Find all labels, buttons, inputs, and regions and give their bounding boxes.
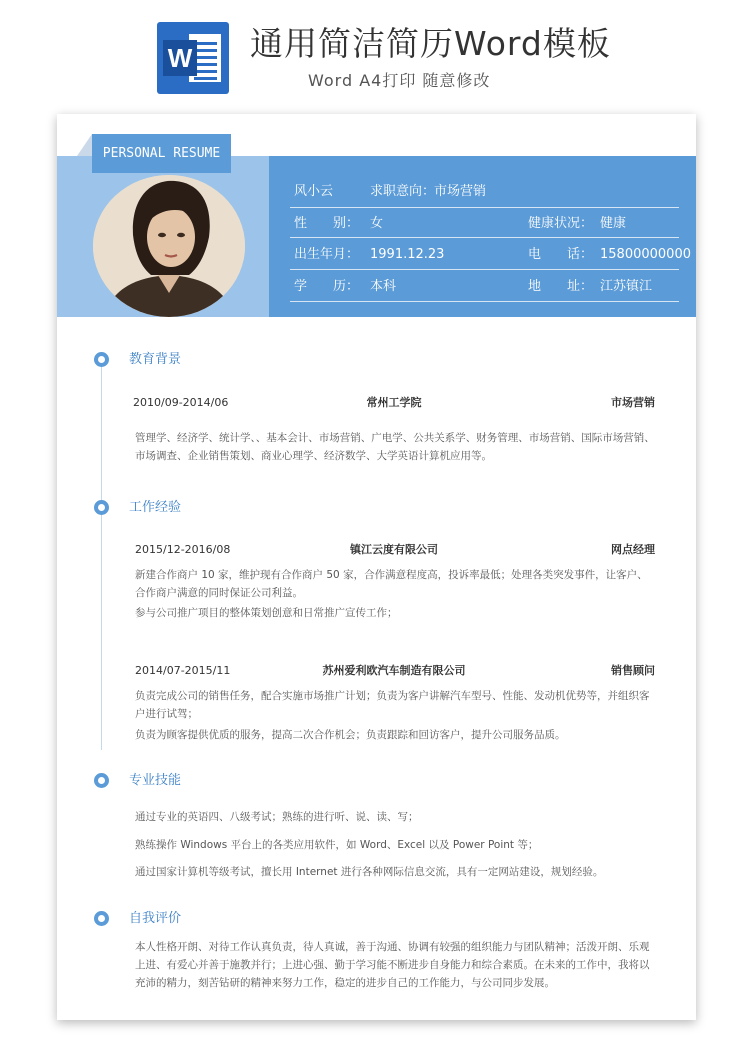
address-value: 江苏镇江	[600, 279, 653, 294]
job-description: 参与公司推广项目的整体策划创意和日常推广宣传工作；	[135, 607, 398, 619]
resume-page	[57, 114, 696, 1020]
skill-item: 通过国家计算机等级考试，擅长用 Internet 进行各种网际信息交流，具有一定网站建设，规划经验。	[135, 866, 604, 878]
job-description: 新建合作商户 10 家，维护现有合作商户 50 家，合作满意程度高，投诉率最低；处理各类突发事件，让客户、合作商户满意的同时保证公司利益。	[135, 569, 648, 599]
address-label: 地 址：	[528, 279, 594, 294]
info-row-education	[290, 271, 679, 302]
education-label: 学 历：	[294, 279, 360, 294]
template-subtitle: Word A4打印 随意修改	[308, 71, 491, 90]
objective-label: 求职意向：	[370, 184, 436, 199]
skill-item: 通过专业的英语四、八级考试；熟练的进行听、说、读、写；	[135, 811, 419, 823]
avatar-photo	[93, 175, 245, 317]
education-period: 2010/09-2014/06	[133, 396, 229, 409]
birth-label: 出生年月：	[294, 247, 360, 262]
education-school: 常州工学院	[366, 396, 422, 409]
info-row-gender	[290, 207, 679, 238]
job-position: 网点经理	[611, 543, 655, 556]
work-bullet-icon	[94, 500, 109, 515]
skills-section-title: 专业技能	[129, 773, 182, 788]
tag-fold	[77, 134, 92, 156]
word-logo-icon	[157, 22, 229, 94]
self-eval-text: 本人性格开朗、对待工作认真负责，待人真诚，善于沟通、协调有较强的组织能力与团队精神；活泼开朗、乐观上进、有爱心并善于施教并行；上进心强、勤于学习能不断进步自身能力和综合素质。在未来的工作中，我将以充沛的精力，刻苦钻研的精神来努力工作，稳定的进步自己的工作能力，与公司同步发展。	[135, 941, 650, 989]
job-description: 负责为顾客提供优质的服务，提高二次合作机会；负责跟踪和回访客户，提升公司服务品质。	[135, 729, 566, 741]
portrait-illustration	[93, 175, 245, 317]
word-logo-letter: W	[163, 40, 197, 76]
gender-label: 性 别：	[294, 216, 360, 231]
info-row-birth	[290, 239, 691, 270]
phone-value: 15800000000	[600, 247, 691, 262]
template-title: 通用简洁简历Word模板	[250, 24, 611, 63]
education-value: 本科	[370, 279, 397, 294]
job-period: 2014/07-2015/11	[135, 664, 231, 677]
objective-value: 市场营销	[434, 184, 487, 199]
job-entry	[133, 661, 655, 681]
education-bullet-icon	[94, 352, 109, 367]
self-eval-section-title: 自我评价	[129, 911, 182, 926]
birth-value: 1991.12.23	[370, 247, 445, 262]
health-label: 健康状况：	[528, 216, 594, 231]
skills-bullet-icon	[94, 773, 109, 788]
education-major: 市场营销	[611, 396, 655, 409]
self-eval-bullet-icon	[94, 911, 109, 926]
job-period: 2015/12-2016/08	[135, 543, 231, 556]
job-position: 销售顾问	[611, 664, 655, 677]
job-company: 苏州爱利欧汽车制造有限公司	[322, 664, 466, 677]
job-company: 镇江云度有限公司	[350, 543, 438, 556]
skill-item: 熟练操作 Windows 平台上的各类应用软件，如 Word、Excel 以及 Power Point 等；	[135, 839, 539, 851]
job-description: 负责完成公司的销售任务，配合实施市场推广计划；负责为客户讲解汽车型号、性能、发动机优势等，并组织客户进行试驾；	[135, 690, 650, 720]
gender-value: 女	[370, 216, 384, 231]
work-section-title: 工作经验	[129, 500, 182, 515]
info-row-name	[290, 176, 679, 207]
education-entry	[133, 393, 655, 413]
candidate-name: 风小云	[294, 184, 334, 199]
section-timeline	[101, 362, 102, 750]
job-entry	[133, 540, 655, 560]
personal-resume-tag: PERSONAL RESUME	[92, 134, 231, 173]
phone-label: 电 话：	[528, 247, 594, 262]
education-section-title: 教育背景	[129, 352, 182, 367]
health-value: 健康	[600, 216, 627, 231]
education-courses: 管理学、经济学、统计学、、基本会计、市场营销、广电学、公共关系学、财务管理、市场营销、国际市场营销、市场调查、企业销售策划、商业心理学、经济数学、大学英语计算机应用等。	[135, 432, 655, 462]
